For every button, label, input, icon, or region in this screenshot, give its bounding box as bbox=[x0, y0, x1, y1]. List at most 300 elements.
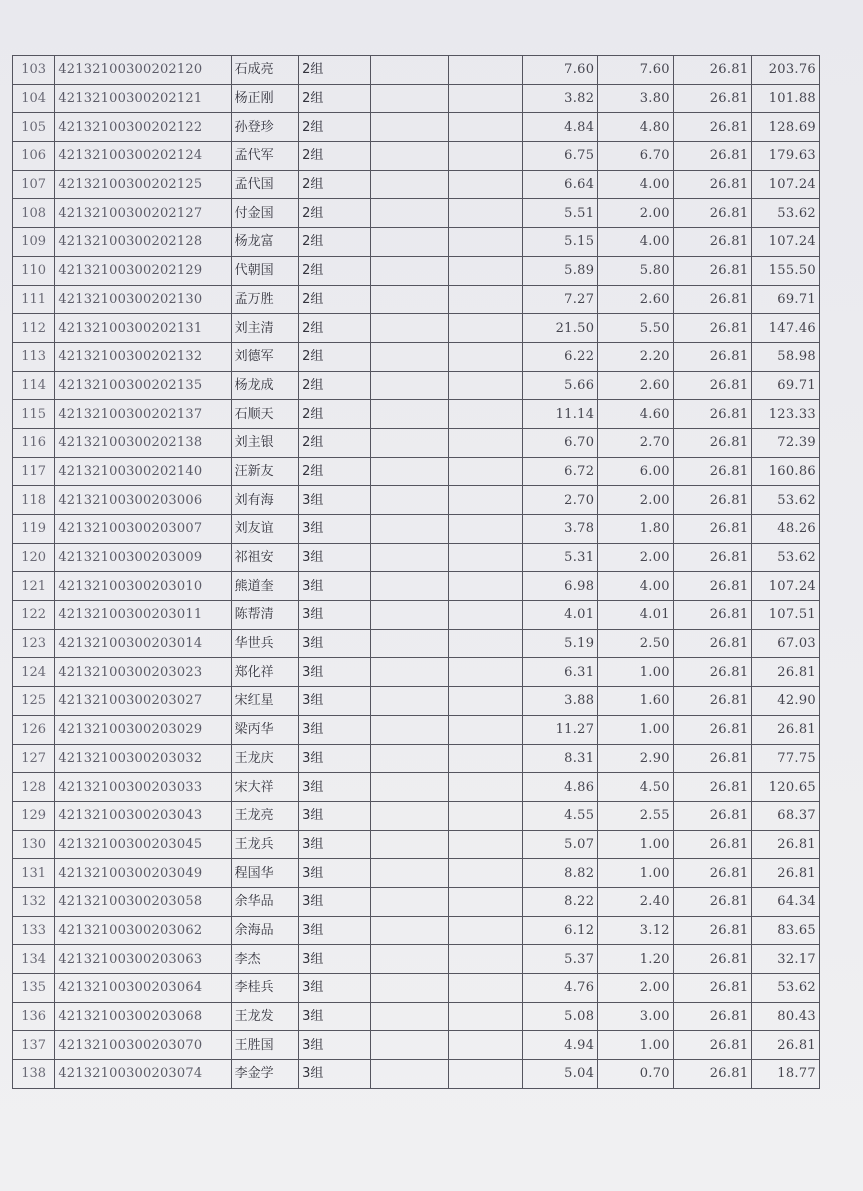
value-area-compensated: 4.60 bbox=[598, 400, 674, 429]
household-name: 刘有海 bbox=[231, 486, 299, 515]
value-amount: 69.71 bbox=[752, 371, 820, 400]
row-number: 138 bbox=[13, 1060, 55, 1089]
table-row bbox=[13, 744, 820, 773]
row-number: 132 bbox=[13, 887, 55, 916]
value-amount: 123.33 bbox=[752, 400, 820, 429]
blank-cell bbox=[449, 629, 523, 658]
value-amount: 26.81 bbox=[752, 830, 820, 859]
blank-cell bbox=[449, 142, 523, 171]
group-label: 2组 bbox=[299, 400, 371, 429]
table-row bbox=[13, 428, 820, 457]
row-number: 120 bbox=[13, 543, 55, 572]
value-area-total: 5.19 bbox=[522, 629, 598, 658]
land-compensation-table bbox=[12, 55, 820, 1089]
value-amount: 107.24 bbox=[752, 228, 820, 257]
household-id: 42132100300202128 bbox=[55, 228, 231, 257]
value-area-total: 5.08 bbox=[522, 1002, 598, 1031]
value-area-total: 11.27 bbox=[522, 715, 598, 744]
group-label: 2组 bbox=[299, 428, 371, 457]
row-number: 130 bbox=[13, 830, 55, 859]
household-id: 42132100300203043 bbox=[55, 801, 231, 830]
blank-cell bbox=[370, 84, 449, 113]
value-amount: 77.75 bbox=[752, 744, 820, 773]
value-area-compensated: 1.20 bbox=[598, 945, 674, 974]
row-number: 119 bbox=[13, 515, 55, 544]
value-amount: 160.86 bbox=[752, 457, 820, 486]
group-label: 3组 bbox=[299, 887, 371, 916]
household-id: 42132100300203009 bbox=[55, 543, 231, 572]
table-row bbox=[13, 572, 820, 601]
value-area-compensated: 4.80 bbox=[598, 113, 674, 142]
row-number: 134 bbox=[13, 945, 55, 974]
blank-cell bbox=[370, 1031, 449, 1060]
value-area-compensated: 2.40 bbox=[598, 887, 674, 916]
value-area-total: 6.22 bbox=[522, 342, 598, 371]
blank-cell bbox=[370, 428, 449, 457]
value-amount: 128.69 bbox=[752, 113, 820, 142]
value-amount: 67.03 bbox=[752, 629, 820, 658]
value-unit-rate: 26.81 bbox=[673, 314, 752, 343]
table-row bbox=[13, 773, 820, 802]
blank-cell bbox=[449, 113, 523, 142]
household-name: 李金学 bbox=[231, 1060, 299, 1089]
group-label: 3组 bbox=[299, 629, 371, 658]
value-area-compensated: 1.00 bbox=[598, 859, 674, 888]
blank-cell bbox=[370, 1002, 449, 1031]
table-row bbox=[13, 629, 820, 658]
blank-cell bbox=[370, 199, 449, 228]
value-area-compensated: 2.20 bbox=[598, 342, 674, 371]
blank-cell bbox=[449, 1031, 523, 1060]
value-area-total: 6.64 bbox=[522, 170, 598, 199]
table-row bbox=[13, 715, 820, 744]
group-label: 3组 bbox=[299, 744, 371, 773]
household-name: 付金国 bbox=[231, 199, 299, 228]
value-area-total: 4.55 bbox=[522, 801, 598, 830]
value-unit-rate: 26.81 bbox=[673, 601, 752, 630]
table-row bbox=[13, 830, 820, 859]
value-amount: 26.81 bbox=[752, 715, 820, 744]
household-name: 宋红星 bbox=[231, 687, 299, 716]
household-id: 42132100300203074 bbox=[55, 1060, 231, 1089]
row-number: 126 bbox=[13, 715, 55, 744]
group-label: 3组 bbox=[299, 916, 371, 945]
table-row bbox=[13, 601, 820, 630]
value-area-total: 3.78 bbox=[522, 515, 598, 544]
household-id: 42132100300203070 bbox=[55, 1031, 231, 1060]
row-number: 111 bbox=[13, 285, 55, 314]
blank-cell bbox=[449, 1002, 523, 1031]
row-number: 121 bbox=[13, 572, 55, 601]
value-area-compensated: 3.00 bbox=[598, 1002, 674, 1031]
blank-cell bbox=[449, 428, 523, 457]
value-area-compensated: 6.00 bbox=[598, 457, 674, 486]
value-area-total: 6.31 bbox=[522, 658, 598, 687]
value-area-total: 5.66 bbox=[522, 371, 598, 400]
value-unit-rate: 26.81 bbox=[673, 945, 752, 974]
value-unit-rate: 26.81 bbox=[673, 84, 752, 113]
value-area-compensated: 3.80 bbox=[598, 84, 674, 113]
household-name: 陈帮清 bbox=[231, 601, 299, 630]
row-number: 110 bbox=[13, 256, 55, 285]
household-name: 孟万胜 bbox=[231, 285, 299, 314]
household-id: 42132100300203049 bbox=[55, 859, 231, 888]
household-name: 石顺天 bbox=[231, 400, 299, 429]
value-area-total: 6.72 bbox=[522, 457, 598, 486]
value-area-compensated: 5.50 bbox=[598, 314, 674, 343]
value-area-compensated: 4.00 bbox=[598, 170, 674, 199]
household-name: 郑化祥 bbox=[231, 658, 299, 687]
value-unit-rate: 26.81 bbox=[673, 916, 752, 945]
household-id: 42132100300202127 bbox=[55, 199, 231, 228]
value-unit-rate: 26.81 bbox=[673, 342, 752, 371]
table-row bbox=[13, 84, 820, 113]
table-row bbox=[13, 1060, 820, 1089]
table-row bbox=[13, 56, 820, 85]
value-amount: 80.43 bbox=[752, 1002, 820, 1031]
household-name: 刘主银 bbox=[231, 428, 299, 457]
row-number: 109 bbox=[13, 228, 55, 257]
row-number: 118 bbox=[13, 486, 55, 515]
blank-cell bbox=[370, 830, 449, 859]
value-unit-rate: 26.81 bbox=[673, 773, 752, 802]
blank-cell bbox=[449, 601, 523, 630]
blank-cell bbox=[370, 371, 449, 400]
table-row bbox=[13, 687, 820, 716]
table-row bbox=[13, 486, 820, 515]
value-amount: 69.71 bbox=[752, 285, 820, 314]
blank-cell bbox=[370, 629, 449, 658]
value-amount: 58.98 bbox=[752, 342, 820, 371]
household-id: 42132100300203032 bbox=[55, 744, 231, 773]
blank-cell bbox=[370, 1060, 449, 1089]
value-unit-rate: 26.81 bbox=[673, 1060, 752, 1089]
row-number: 133 bbox=[13, 916, 55, 945]
value-unit-rate: 26.81 bbox=[673, 744, 752, 773]
household-id: 42132100300203010 bbox=[55, 572, 231, 601]
blank-cell bbox=[449, 84, 523, 113]
value-unit-rate: 26.81 bbox=[673, 1031, 752, 1060]
value-area-total: 6.98 bbox=[522, 572, 598, 601]
value-unit-rate: 26.81 bbox=[673, 400, 752, 429]
value-amount: 53.62 bbox=[752, 543, 820, 572]
value-area-compensated: 2.70 bbox=[598, 428, 674, 457]
blank-cell bbox=[370, 486, 449, 515]
value-area-total: 7.60 bbox=[522, 56, 598, 85]
value-amount: 64.34 bbox=[752, 887, 820, 916]
household-id: 42132100300202132 bbox=[55, 342, 231, 371]
group-label: 3组 bbox=[299, 715, 371, 744]
blank-cell bbox=[449, 256, 523, 285]
blank-cell bbox=[449, 543, 523, 572]
value-area-total: 21.50 bbox=[522, 314, 598, 343]
table-row bbox=[13, 859, 820, 888]
table-row bbox=[13, 543, 820, 572]
blank-cell bbox=[449, 285, 523, 314]
group-label: 3组 bbox=[299, 859, 371, 888]
row-number: 137 bbox=[13, 1031, 55, 1060]
blank-cell bbox=[370, 945, 449, 974]
value-area-total: 11.14 bbox=[522, 400, 598, 429]
household-name: 华世兵 bbox=[231, 629, 299, 658]
value-area-total: 5.51 bbox=[522, 199, 598, 228]
table-row bbox=[13, 400, 820, 429]
household-name: 杨龙成 bbox=[231, 371, 299, 400]
household-id: 42132100300203045 bbox=[55, 830, 231, 859]
value-area-compensated: 3.12 bbox=[598, 916, 674, 945]
table-row bbox=[13, 801, 820, 830]
blank-cell bbox=[449, 56, 523, 85]
household-name: 王龙庆 bbox=[231, 744, 299, 773]
blank-cell bbox=[370, 715, 449, 744]
household-name: 刘主清 bbox=[231, 314, 299, 343]
table-row bbox=[13, 371, 820, 400]
value-area-total: 8.31 bbox=[522, 744, 598, 773]
value-area-compensated: 6.70 bbox=[598, 142, 674, 171]
row-number: 115 bbox=[13, 400, 55, 429]
value-unit-rate: 26.81 bbox=[673, 715, 752, 744]
table-row bbox=[13, 342, 820, 371]
value-unit-rate: 26.81 bbox=[673, 572, 752, 601]
blank-cell bbox=[449, 744, 523, 773]
value-area-compensated: 2.00 bbox=[598, 486, 674, 515]
household-id: 42132100300203063 bbox=[55, 945, 231, 974]
value-area-compensated: 2.90 bbox=[598, 744, 674, 773]
value-area-total: 3.82 bbox=[522, 84, 598, 113]
group-label: 2组 bbox=[299, 371, 371, 400]
group-label: 3组 bbox=[299, 543, 371, 572]
row-number: 125 bbox=[13, 687, 55, 716]
blank-cell bbox=[370, 314, 449, 343]
table-row bbox=[13, 658, 820, 687]
row-number: 136 bbox=[13, 1002, 55, 1031]
household-name: 余华品 bbox=[231, 887, 299, 916]
household-id: 42132100300203023 bbox=[55, 658, 231, 687]
value-unit-rate: 26.81 bbox=[673, 543, 752, 572]
blank-cell bbox=[449, 830, 523, 859]
value-area-total: 5.31 bbox=[522, 543, 598, 572]
value-area-compensated: 2.55 bbox=[598, 801, 674, 830]
table-row bbox=[13, 113, 820, 142]
blank-cell bbox=[449, 658, 523, 687]
blank-cell bbox=[370, 658, 449, 687]
row-number: 107 bbox=[13, 170, 55, 199]
household-name: 余海品 bbox=[231, 916, 299, 945]
blank-cell bbox=[370, 543, 449, 572]
household-name: 汪新友 bbox=[231, 457, 299, 486]
value-amount: 53.62 bbox=[752, 199, 820, 228]
table-row bbox=[13, 457, 820, 486]
value-area-compensated: 2.60 bbox=[598, 371, 674, 400]
row-number: 127 bbox=[13, 744, 55, 773]
value-unit-rate: 26.81 bbox=[673, 199, 752, 228]
value-area-compensated: 5.80 bbox=[598, 256, 674, 285]
value-amount: 203.76 bbox=[752, 56, 820, 85]
blank-cell bbox=[370, 56, 449, 85]
row-number: 104 bbox=[13, 84, 55, 113]
table-row bbox=[13, 256, 820, 285]
household-name: 孟代军 bbox=[231, 142, 299, 171]
household-id: 42132100300203033 bbox=[55, 773, 231, 802]
group-label: 3组 bbox=[299, 945, 371, 974]
group-label: 2组 bbox=[299, 56, 371, 85]
household-name: 李杰 bbox=[231, 945, 299, 974]
value-area-total: 2.70 bbox=[522, 486, 598, 515]
value-amount: 107.51 bbox=[752, 601, 820, 630]
group-label: 3组 bbox=[299, 515, 371, 544]
blank-cell bbox=[449, 715, 523, 744]
value-unit-rate: 26.81 bbox=[673, 974, 752, 1003]
value-amount: 120.65 bbox=[752, 773, 820, 802]
value-area-compensated: 2.00 bbox=[598, 543, 674, 572]
value-area-total: 4.94 bbox=[522, 1031, 598, 1060]
row-number: 129 bbox=[13, 801, 55, 830]
value-area-total: 5.15 bbox=[522, 228, 598, 257]
value-unit-rate: 26.81 bbox=[673, 1002, 752, 1031]
value-unit-rate: 26.81 bbox=[673, 170, 752, 199]
household-id: 42132100300203062 bbox=[55, 916, 231, 945]
value-area-total: 5.89 bbox=[522, 256, 598, 285]
blank-cell bbox=[449, 687, 523, 716]
value-area-total: 6.12 bbox=[522, 916, 598, 945]
row-number: 112 bbox=[13, 314, 55, 343]
value-unit-rate: 26.81 bbox=[673, 801, 752, 830]
table-row bbox=[13, 285, 820, 314]
value-unit-rate: 26.81 bbox=[673, 56, 752, 85]
row-number: 135 bbox=[13, 974, 55, 1003]
blank-cell bbox=[449, 457, 523, 486]
row-number: 103 bbox=[13, 56, 55, 85]
value-unit-rate: 26.81 bbox=[673, 142, 752, 171]
table-row bbox=[13, 945, 820, 974]
value-area-total: 7.27 bbox=[522, 285, 598, 314]
blank-cell bbox=[370, 457, 449, 486]
household-id: 42132100300202137 bbox=[55, 400, 231, 429]
group-label: 3组 bbox=[299, 658, 371, 687]
blank-cell bbox=[449, 887, 523, 916]
row-number: 114 bbox=[13, 371, 55, 400]
blank-cell bbox=[370, 887, 449, 916]
value-unit-rate: 26.81 bbox=[673, 859, 752, 888]
value-unit-rate: 26.81 bbox=[673, 371, 752, 400]
blank-cell bbox=[449, 170, 523, 199]
household-id: 42132100300202135 bbox=[55, 371, 231, 400]
blank-cell bbox=[370, 142, 449, 171]
value-area-compensated: 1.80 bbox=[598, 515, 674, 544]
household-name: 宋大祥 bbox=[231, 773, 299, 802]
value-area-compensated: 1.00 bbox=[598, 830, 674, 859]
blank-cell bbox=[449, 314, 523, 343]
household-name: 孟代国 bbox=[231, 170, 299, 199]
group-label: 2组 bbox=[299, 342, 371, 371]
group-label: 2组 bbox=[299, 142, 371, 171]
group-label: 3组 bbox=[299, 801, 371, 830]
value-area-total: 6.75 bbox=[522, 142, 598, 171]
blank-cell bbox=[449, 1060, 523, 1089]
blank-cell bbox=[449, 859, 523, 888]
household-id: 42132100300202120 bbox=[55, 56, 231, 85]
value-amount: 26.81 bbox=[752, 859, 820, 888]
group-label: 2组 bbox=[299, 199, 371, 228]
value-amount: 107.24 bbox=[752, 572, 820, 601]
table-body bbox=[13, 56, 820, 1089]
row-number: 123 bbox=[13, 629, 55, 658]
household-id: 42132100300203027 bbox=[55, 687, 231, 716]
household-id: 42132100300203007 bbox=[55, 515, 231, 544]
value-amount: 155.50 bbox=[752, 256, 820, 285]
group-label: 3组 bbox=[299, 1060, 371, 1089]
value-amount: 18.77 bbox=[752, 1060, 820, 1089]
value-area-total: 5.04 bbox=[522, 1060, 598, 1089]
household-name: 祁祖安 bbox=[231, 543, 299, 572]
household-name: 王龙兵 bbox=[231, 830, 299, 859]
blank-cell bbox=[370, 342, 449, 371]
blank-cell bbox=[449, 400, 523, 429]
value-area-compensated: 2.00 bbox=[598, 974, 674, 1003]
blank-cell bbox=[449, 572, 523, 601]
table-row bbox=[13, 142, 820, 171]
value-amount: 72.39 bbox=[752, 428, 820, 457]
table-row bbox=[13, 974, 820, 1003]
group-label: 2组 bbox=[299, 228, 371, 257]
value-area-total: 3.88 bbox=[522, 687, 598, 716]
value-unit-rate: 26.81 bbox=[673, 457, 752, 486]
blank-cell bbox=[370, 170, 449, 199]
value-area-compensated: 7.60 bbox=[598, 56, 674, 85]
blank-cell bbox=[449, 371, 523, 400]
blank-cell bbox=[370, 256, 449, 285]
value-unit-rate: 26.81 bbox=[673, 629, 752, 658]
blank-cell bbox=[370, 744, 449, 773]
value-area-total: 6.70 bbox=[522, 428, 598, 457]
group-label: 2组 bbox=[299, 84, 371, 113]
row-number: 106 bbox=[13, 142, 55, 171]
value-area-compensated: 1.00 bbox=[598, 658, 674, 687]
value-area-compensated: 4.00 bbox=[598, 228, 674, 257]
household-id: 42132100300203068 bbox=[55, 1002, 231, 1031]
value-amount: 42.90 bbox=[752, 687, 820, 716]
value-area-total: 5.07 bbox=[522, 830, 598, 859]
household-id: 42132100300202122 bbox=[55, 113, 231, 142]
row-number: 124 bbox=[13, 658, 55, 687]
group-label: 3组 bbox=[299, 687, 371, 716]
row-number: 131 bbox=[13, 859, 55, 888]
table-row bbox=[13, 199, 820, 228]
household-name: 李桂兵 bbox=[231, 974, 299, 1003]
value-area-compensated: 2.50 bbox=[598, 629, 674, 658]
group-label: 2组 bbox=[299, 170, 371, 199]
blank-cell bbox=[370, 400, 449, 429]
value-area-total: 4.01 bbox=[522, 601, 598, 630]
household-name: 杨龙富 bbox=[231, 228, 299, 257]
blank-cell bbox=[449, 228, 523, 257]
value-area-compensated: 2.60 bbox=[598, 285, 674, 314]
value-unit-rate: 26.81 bbox=[673, 887, 752, 916]
table-row bbox=[13, 1031, 820, 1060]
household-id: 42132100300203029 bbox=[55, 715, 231, 744]
blank-cell bbox=[370, 687, 449, 716]
value-unit-rate: 26.81 bbox=[673, 830, 752, 859]
household-id: 42132100300203058 bbox=[55, 887, 231, 916]
value-amount: 179.63 bbox=[752, 142, 820, 171]
group-label: 2组 bbox=[299, 113, 371, 142]
household-id: 42132100300202125 bbox=[55, 170, 231, 199]
group-label: 3组 bbox=[299, 974, 371, 1003]
household-id: 42132100300202121 bbox=[55, 84, 231, 113]
household-id: 42132100300202124 bbox=[55, 142, 231, 171]
group-label: 3组 bbox=[299, 601, 371, 630]
group-label: 2组 bbox=[299, 285, 371, 314]
